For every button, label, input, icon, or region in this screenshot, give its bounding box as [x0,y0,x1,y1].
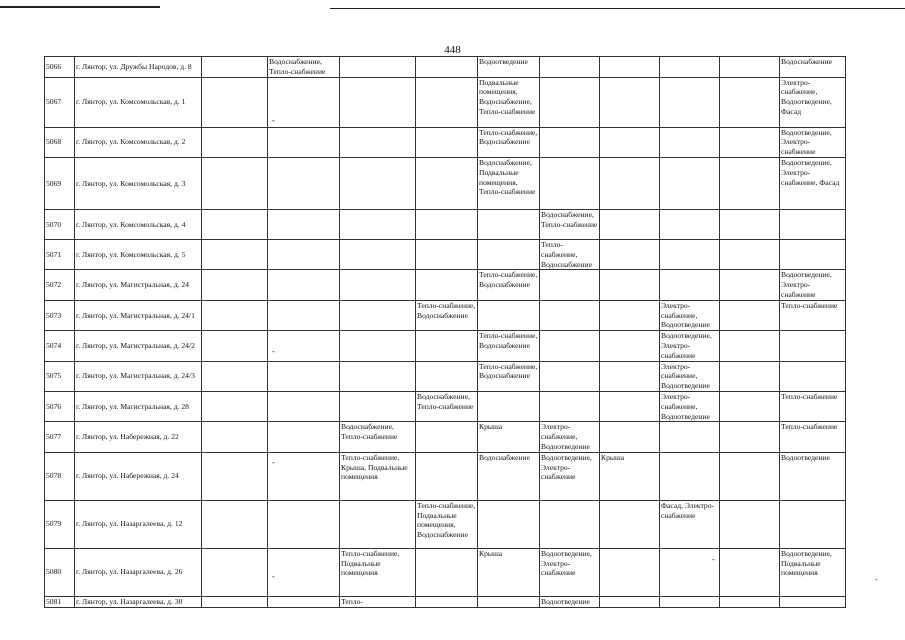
table-cell: Водоснабжение [478,452,540,500]
table-cell [720,422,780,452]
table-cell [720,300,780,330]
table-cell [780,331,846,361]
table-row [45,361,846,391]
table-cell [268,422,340,452]
table-cell [600,127,660,157]
table-row [45,239,846,269]
table-cell [780,209,846,239]
table-cell: Крыша [478,422,540,452]
table-cell [416,57,478,78]
table-row [45,127,846,157]
table-cell [478,239,540,269]
table-cell [540,361,600,391]
row-number: 5071 [45,239,75,269]
table-cell: Водоотведение, Электро-снабжение [540,548,600,596]
table-cell [202,596,268,607]
table-cell [600,596,660,607]
table-row [45,77,846,127]
table-cell [660,422,720,452]
table-cell [416,157,478,209]
row-number: 5078 [45,452,75,500]
table-cell [268,452,340,500]
table-cell: Крыша [600,452,660,500]
table-cell [340,500,416,548]
row-number: 5066 [45,57,75,78]
table-cell [780,361,846,391]
row-number: 5069 [45,157,75,209]
table-cell [340,157,416,209]
row-address: г. Лянтор, ул. Комсомольская, д. 4 [75,209,202,239]
row-number: 5075 [45,361,75,391]
table-cell [202,422,268,452]
row-number: 5077 [45,422,75,452]
table-cell: Тепло-снабжение, Подвальные помещения [340,548,416,596]
table-cell [268,391,340,421]
table-cell [340,270,416,300]
table-cell: Электро-снабжение, Водоотведение [540,422,600,452]
table-cell [540,270,600,300]
table-cell: Электро-снабжение, Водоотведение [660,300,720,330]
table-row [45,331,846,361]
table-cell [540,77,600,127]
table-row [45,209,846,239]
table-cell [600,209,660,239]
table-cell [202,209,268,239]
table-cell: Водоотведение [540,596,600,607]
table-cell [416,548,478,596]
table-cell [340,331,416,361]
dash-mark: - [272,458,275,467]
table-cell [202,157,268,209]
table-cell [478,300,540,330]
table-cell: Водоотведение, Подвальные помещения [780,548,846,596]
table-cell: Водоснабжение, Тепло-снабжение [540,209,600,239]
row-address: г. Лянтор, ул. Магистральная, д. 24/1 [75,300,202,330]
table-cell [660,157,720,209]
table-cell [268,157,340,209]
top-rule-left [0,6,160,8]
table-cell [600,157,660,209]
table-cell [268,300,340,330]
table-cell [416,596,478,607]
dash-mark: - [712,555,715,564]
table-cell: Подвальные помещения, Водоснабжение, Тепло-снабжение [478,77,540,127]
table-cell [268,500,340,548]
table-cell: Водоснабжение, Тепло-снабжение [416,391,478,421]
table-cell [202,548,268,596]
table-cell [478,209,540,239]
table-cell [202,127,268,157]
table-cell [720,500,780,548]
row-address: г. Лянтор, ул. Назаргалеева, д. 30 [75,596,202,607]
row-address: г. Лянтор, ул. Набережная, д. 22 [75,422,202,452]
table-row [45,300,846,330]
table-cell [720,361,780,391]
table-cell [268,127,340,157]
row-number: 5076 [45,391,75,421]
row-address: г. Лянтор, ул. Комсомольская, д. 5 [75,239,202,269]
table-cell [202,300,268,330]
row-number: 5073 [45,300,75,330]
dash-mark: - [272,116,275,125]
table-cell [660,548,720,596]
table-cell [600,239,660,269]
table-row [45,270,846,300]
row-address: г. Лянтор, ул. Магистральная, д. 24 [75,270,202,300]
table-cell [780,596,846,607]
table-cell: Водоснабжение, Тепло-снабжение [340,422,416,452]
table-cell [268,77,340,127]
table-cell [202,452,268,500]
table-cell [780,239,846,269]
table-cell [720,57,780,78]
table-row [45,57,846,78]
row-number: 5068 [45,127,75,157]
table-cell [600,77,660,127]
dash-mark: - [272,572,275,581]
table-cell [416,331,478,361]
register-table [44,56,846,608]
table-cell [540,500,600,548]
table-cell [600,331,660,361]
table-cell [660,57,720,78]
table-cell [660,77,720,127]
table-cell: Тепло-снабжение, Водоснабжение [478,270,540,300]
table-cell [660,239,720,269]
table-cell [202,270,268,300]
table-cell [340,239,416,269]
row-address: г. Лянтор, ул. Назаргалеева, д. 26 [75,548,202,596]
table-row [45,500,846,548]
table-cell: Тепло-снабжение [780,391,846,421]
table-cell: Тепло-снабжение, Водоснабжение [416,300,478,330]
table-cell [340,209,416,239]
row-address: г. Лянтор, ул. Магистральная, д. 28 [75,391,202,421]
table-cell [202,239,268,269]
table-cell [720,391,780,421]
table-cell [340,391,416,421]
table-cell [416,452,478,500]
table-cell [416,361,478,391]
table-cell [202,57,268,78]
table-cell [600,300,660,330]
dash-mark: - [272,347,275,356]
top-rule-right [330,8,905,9]
table-cell [540,300,600,330]
table-cell [720,270,780,300]
table-cell [340,300,416,330]
table-cell: Тепло-снабжение, Водоснабжение [478,361,540,391]
table-cell [540,127,600,157]
row-address: г. Лянтор, ул. Набережная, д. 24 [75,452,202,500]
table-cell [268,361,340,391]
table-cell [416,239,478,269]
table-cell [720,209,780,239]
table-cell: Электро-снабжение, Водоотведение, Фасад [780,77,846,127]
table-cell [600,422,660,452]
table-cell [720,331,780,361]
table-cell [720,157,780,209]
table-cell [660,127,720,157]
table-row [45,452,846,500]
table-cell [268,596,340,607]
table-cell [720,239,780,269]
row-address: г. Лянтор, ул. Дружбы Народов, д. 8 [75,57,202,78]
table-cell [340,77,416,127]
table-cell [340,127,416,157]
row-number: 5067 [45,77,75,127]
table-cell: Водоснабжение [780,57,846,78]
register-body [45,57,846,608]
table-cell: Тепло-снабжение, Подвальные помещения, Водоснабжение [416,500,478,548]
table-cell [720,77,780,127]
row-number: 5072 [45,270,75,300]
table-cell [268,331,340,361]
row-number: 5079 [45,500,75,548]
table-cell [340,57,416,78]
row-number: 5070 [45,209,75,239]
row-address: г. Лянтор, ул. Магистральная, д. 24/3 [75,361,202,391]
table-cell [478,596,540,607]
table-cell [202,331,268,361]
table-cell [478,500,540,548]
table-cell [202,361,268,391]
table-cell: Электро-снабжение, Водоотведение [660,391,720,421]
table-cell: Водоснабжение, Тепло-снабжение [268,57,340,78]
table-cell [720,127,780,157]
table-cell: Водоотведение, Электро-снабжение, Фасад [780,157,846,209]
table-row [45,157,846,209]
table-cell [202,391,268,421]
table-cell [720,596,780,607]
table-cell: Тепло-снабжение, Водоснабжение [478,331,540,361]
table-cell: Водоотведение [780,452,846,500]
table-cell [540,391,600,421]
row-address: г. Лянтор, ул. Комсомольская, д. 3 [75,157,202,209]
table-cell [416,422,478,452]
table-cell [268,270,340,300]
table-cell [540,57,600,78]
table-cell: Водоотведение, Электро-снабжение [780,127,846,157]
table-cell [268,239,340,269]
table-cell [600,391,660,421]
table-cell [416,209,478,239]
table-row [45,391,846,421]
table-cell: Тепло- [340,596,416,607]
table-cell [540,157,600,209]
row-address: г. Лянтор, ул. Назаргалеева, д. 12 [75,500,202,548]
table-cell: Тепло-снабжение [780,422,846,452]
row-number: 5080 [45,548,75,596]
table-cell: Тепло-снабжение, Водоснабжение [540,239,600,269]
table-row [45,596,846,607]
table-cell [600,57,660,78]
dash-mark: - [875,575,878,584]
table-cell: Тепло-снабжение, Водоснабжение [478,127,540,157]
table-cell: Крыша [478,548,540,596]
row-number: 5074 [45,331,75,361]
table-cell [268,548,340,596]
table-cell [600,548,660,596]
table-cell: Тепло-снабжение [780,300,846,330]
table-cell [660,596,720,607]
row-number: 5081 [45,596,75,607]
table-cell [268,209,340,239]
row-address: г. Лянтор, ул. Комсомольская, д. 1 [75,77,202,127]
table-cell: Тепло-снабжение, Крыша, Подвальные помещения [340,452,416,500]
table-cell [600,270,660,300]
table-cell: Водоотведение, Электро-снабжение [540,452,600,500]
table-cell [202,500,268,548]
row-address: г. Лянтор, ул. Комсомольская, д. 2 [75,127,202,157]
table-cell: Фасад, Электро-снабжение [660,500,720,548]
table-cell: Водоотведение [478,57,540,78]
table-cell [416,270,478,300]
table-cell [660,209,720,239]
table-cell [416,127,478,157]
table-cell [540,331,600,361]
table-cell: Водоснабжение, Подвальные помещения, Тепло-снабжение [478,157,540,209]
table-cell [720,548,780,596]
table-cell: Водоотведение, Электро-снабжение [780,270,846,300]
table-cell [720,452,780,500]
table-cell [660,270,720,300]
table-row [45,548,846,596]
row-address: г. Лянтор, ул. Магистральная, д. 24/2 [75,331,202,361]
table-cell: Электро-снабжение, Водоотведение [660,361,720,391]
table-cell [780,500,846,548]
table-cell [416,77,478,127]
table-cell [600,361,660,391]
table-cell [340,361,416,391]
page-number: 448 [444,44,461,56]
table-row [45,422,846,452]
table-cell [202,77,268,127]
table-cell: Водоотведение, Электро-снабжение [660,331,720,361]
table-cell [600,500,660,548]
table-cell [478,391,540,421]
table-cell [660,452,720,500]
